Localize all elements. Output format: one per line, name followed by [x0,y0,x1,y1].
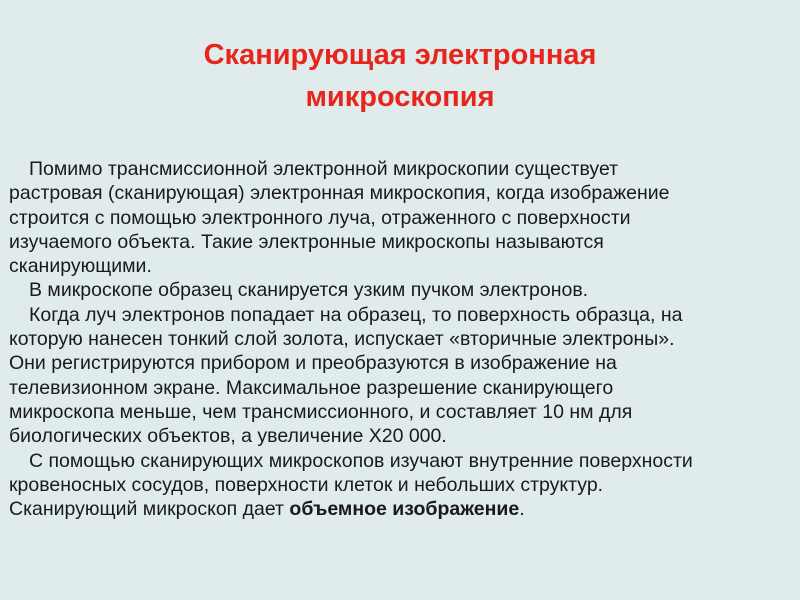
emphasized-term: объемное изображение [289,498,520,521]
paragraph-3-line-5: микроскопа меньше, чем трансмиссионного, и составляет 10 нм для [9,400,633,423]
paragraph-2-line-1: В микроскопе образец сканируется узким пучком электронов. [29,279,589,302]
title-line-2: микроскопия [305,81,495,113]
paragraph-4-line-3 [9,497,793,521]
paragraph-3-line-4: телевизионном экране. Максимальное разрешение сканирующего [9,376,614,399]
paragraph-4-line-3-suffix: . [519,498,525,521]
paragraph-1-line-5: сканирующими. [9,255,152,278]
slide-title [0,34,800,118]
paragraph-3-line-1: Когда луч электронов попадает на образец, то поверхность образца, на [29,303,683,326]
paragraph-3-line-2: которую нанесен тонкий слой золота, испускает «вторичные электроны». [9,328,675,351]
paragraph-4-line-1: С помощью сканирующих микроскопов изучают внутренние поверхности [29,449,693,472]
paragraph-1-line-2: растровая (сканирующая) электронная микроскопия, когда изображение [9,182,670,205]
paragraph-4-line-2: кровеносных сосудов, поверхности клеток и небольших структур. [9,473,604,496]
paragraph-1-line-1: Помимо трансмиссионной электронной микроскопии существует [29,158,619,180]
slide-body [9,157,793,521]
paragraph-1-line-4: изучаемого объекта. Такие электронные микроскопы называются [9,230,604,253]
title-line-1: Сканирующая электронная [203,39,597,71]
paragraph-3-line-3: Они регистрируются прибором и преобразуются в изображение на [9,352,617,375]
paragraph-1-line-3: строится с помощью электронного луча, отраженного с поверхности [9,206,631,229]
paragraph-4-line-3-prefix: Сканирующий микроскоп дает [9,498,290,521]
paragraph-3-line-6: биологических объектов, а увеличение Х20 000. [9,425,447,448]
